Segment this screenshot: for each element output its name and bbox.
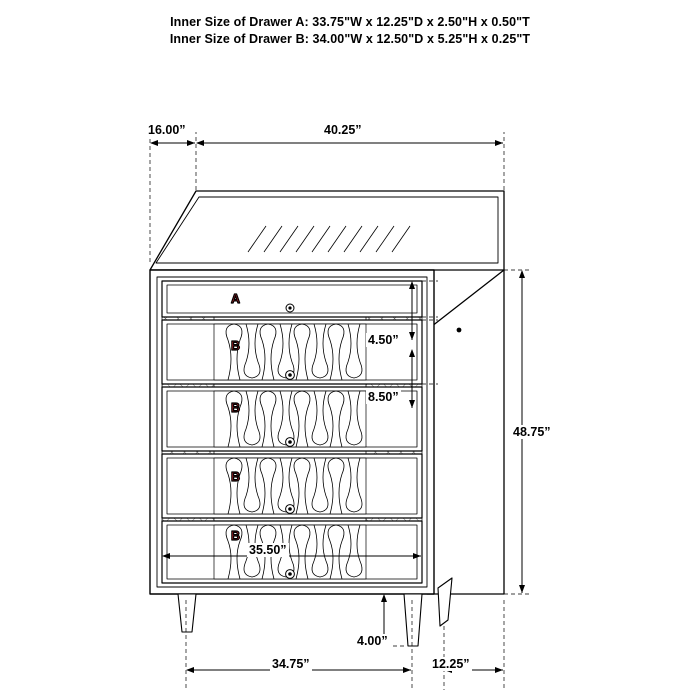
dim-top-left: 16.00”	[148, 123, 186, 137]
drawer-tag-b3: B	[231, 470, 241, 484]
drawer-a-inner-size: Inner Size of Drawer A: 33.75"W x 12.25"D x 2.50"H x 0.50"T	[170, 15, 530, 29]
drawer-tag-b4: B	[231, 529, 241, 543]
drawer-b-inner-size: Inner Size of Drawer B: 34.00"W x 12.50"D x 5.25"H x 0.25"T	[169, 31, 531, 46]
dim-depth: 12.25”	[432, 657, 470, 671]
drawer-tag-a: A	[231, 292, 241, 306]
dim-drawer-a-height: 4.50”	[368, 333, 399, 347]
dim-leg-height: 4.00”	[357, 634, 388, 648]
drawer-tag-b2: B	[231, 401, 241, 415]
dim-top-width: 40.25”	[324, 123, 362, 137]
dim-base-width: 34.75”	[272, 657, 310, 671]
drawer-tag-b1: B	[231, 339, 241, 353]
dim-total-height: 48.75”	[513, 425, 551, 439]
dim-drawer-width: 35.50”	[249, 543, 287, 557]
dim-drawer-b-height: 8.50”	[368, 390, 399, 404]
